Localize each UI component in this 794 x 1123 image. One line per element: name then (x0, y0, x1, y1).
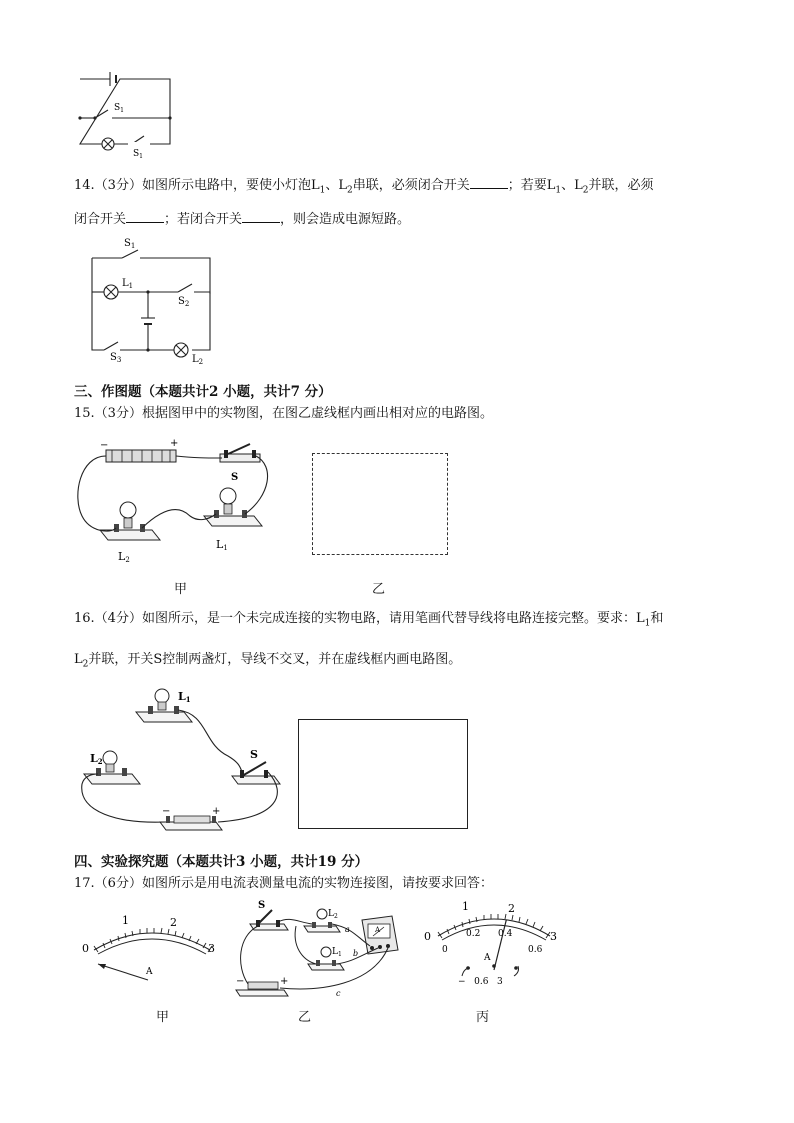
q17-bing-tick-top-2: 2 (508, 902, 515, 915)
q17-bing-tick-top-1: 1 (462, 900, 469, 913)
q17-bing-scale-ticks (438, 914, 550, 938)
q16-label-l2: L2 (90, 752, 103, 766)
q16-physical-circuit-figure (78, 684, 288, 838)
q14-label-s2: $S_2$ (178, 296, 190, 308)
q15-label-l1: L1 (216, 538, 228, 552)
q17-bing-terminal-labels: − 0.6 3 (458, 977, 503, 987)
q17-bing-tick-top-3: 3 (550, 930, 557, 943)
q17-bing-tick-bottom-3: 0.6 (528, 945, 543, 955)
q16-battery (160, 816, 222, 830)
q15-text: 15.（3分）根据图甲中的实物图，在图乙虚线框内画出相对应的电路图。 (74, 406, 493, 421)
q17-yi-ammeter-unit: A (375, 926, 381, 934)
q17-label-jia: 甲 (156, 1010, 170, 1025)
q15-physical-circuit-figure (70, 436, 280, 576)
q17-jia-needle (98, 964, 148, 980)
section4-title: 四、实验探究题（本题共计3 小题，共计19 分） (74, 854, 369, 870)
q17-text: 17.（6分）如图所示是用电流表测量电流的实物连接图，请按要求回答： (74, 876, 493, 891)
q16-battery-plus: + (212, 806, 221, 817)
q17-physical-circuit-yi (232, 896, 408, 1002)
q16-line1: 16.（4分）如图所示，是一个未完成连接的实物电路，请用笔画代替导线将电路连接完整。要求：$L_1$和 (74, 611, 664, 629)
q17-yi-label-l2: $L_2$ (328, 909, 338, 920)
q17-bing-needle (494, 920, 506, 971)
q17-bing-tick-bottom-2: 0.4 (498, 929, 513, 939)
q16-label-l1: L1 (178, 690, 191, 704)
q14-label-l2: $L_2$ (192, 354, 204, 366)
switch-s (220, 444, 260, 462)
q17-yi-label-a: a (345, 925, 350, 934)
q17-jia-tick-2: 2 (170, 916, 177, 929)
q17-bing-tick-bottom-1: 0.2 (466, 929, 481, 939)
q17-label-bing: 丙 (476, 1010, 490, 1025)
q14-line2: 闭合开关 ；若闭合开关 ，则会造成电源短路。 (74, 212, 411, 227)
q16-answer-box[interactable] (298, 719, 468, 829)
battery-pack (106, 450, 176, 462)
q17-yi-ammeter (362, 916, 398, 954)
q15-answer-dashed-box[interactable] (312, 453, 448, 555)
q17-bing-terminals (466, 964, 518, 970)
q14-blank-2[interactable] (126, 210, 164, 223)
q17-jia-tick-1: 1 (122, 914, 129, 927)
q17-yi-minus: − (236, 976, 245, 987)
q17-yi-label-b: b (353, 949, 359, 958)
q14-label-l1: $L_1$ (122, 278, 134, 290)
q15-label-s: S (231, 472, 239, 483)
q17-yi-label-c: c (336, 989, 341, 998)
q14-line1: 14.（3分）如图所示电路中，要使小灯泡$L_1$、$L_2$串联，必须闭合开关 ；若要$L_1$、$L_2$并联，必须 (74, 178, 654, 196)
q17-meter-bing (418, 898, 568, 998)
q13-switch-label-s: $S_1$ (133, 149, 143, 160)
q14-label-s1: $S_1$ (124, 238, 136, 250)
q14-label-s3: $S_3$ (110, 352, 122, 364)
q13-switch-label-s1: $S_1$ (114, 103, 124, 114)
section3-title: 三、作图题（本题共计2 小题，共计7 分） (74, 384, 332, 400)
q17-yi-plus: + (280, 976, 289, 987)
lamp-l2 (100, 502, 160, 540)
q14-circuit-figure (82, 234, 222, 368)
q17-bing-unit: A (484, 953, 491, 963)
q16-label-s: S (250, 748, 258, 761)
q17-yi-label-l1: $L_1$ (332, 947, 342, 958)
q16-line2: $L_2$并联，开关S控制两盏灯，导线不交叉，并在虚线框内画电路图。 (74, 652, 462, 670)
q17-label-yi: 乙 (298, 1010, 312, 1025)
q15-label-jia: 甲 (174, 582, 188, 597)
q13-circuit-figure (70, 64, 180, 160)
q15-label-l2: L2 (118, 550, 130, 564)
q17-bing-tick-top-0: 0 (424, 930, 431, 943)
q17-jia-tick-0: 0 (82, 942, 89, 955)
q15-battery-minus: − (100, 440, 109, 451)
q17-jia-tick-3: 3 (208, 942, 215, 955)
q17-jia-unit: A (146, 967, 153, 977)
q17-yi-label-s: S (258, 900, 266, 911)
q15-battery-plus: + (170, 438, 179, 449)
q14-blank-1[interactable] (470, 176, 508, 189)
q14-blank-3[interactable] (242, 210, 280, 223)
q16-battery-minus: − (162, 806, 171, 817)
q15-label-yi: 乙 (372, 582, 386, 597)
q17-bing-tick-bottom-0: 0 (442, 945, 448, 955)
q17-meter-jia (76, 906, 228, 998)
